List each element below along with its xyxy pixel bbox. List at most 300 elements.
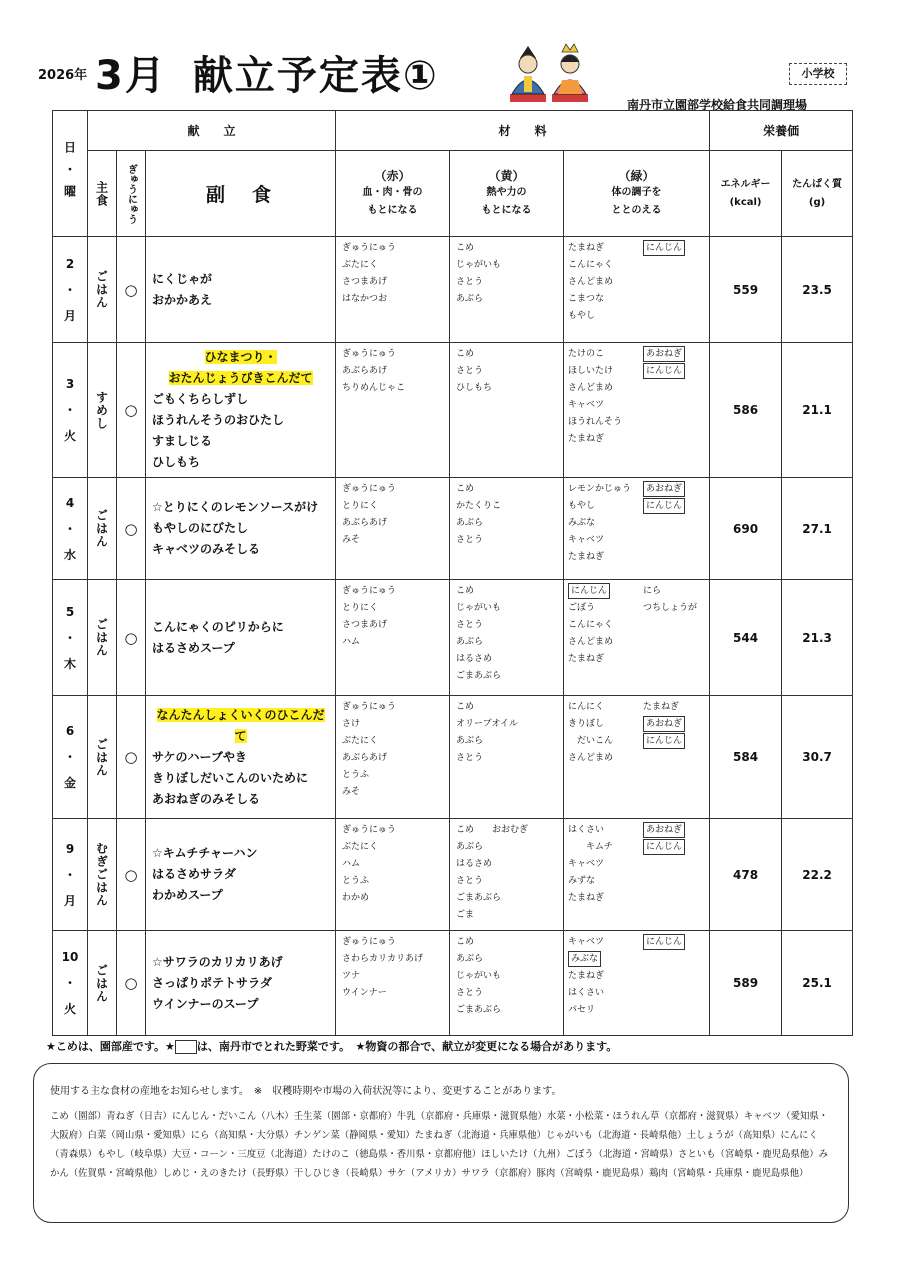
local-vegetable-tag: にんじん	[643, 839, 685, 855]
green-ingredient-row	[568, 822, 709, 839]
green-ingredient-text: ほしいたけ	[568, 366, 614, 376]
staple-cell	[88, 580, 117, 696]
milk-circle: ○	[124, 628, 138, 647]
red-ingredients-cell	[336, 237, 450, 343]
red-ingredient: とりにく	[342, 501, 379, 511]
side-dish-cell	[146, 580, 336, 696]
side-dish-item: キャベツのみそしる	[152, 542, 261, 556]
day-cell	[53, 580, 88, 696]
green-ingredient	[568, 481, 643, 498]
milk-circle: ○	[124, 748, 138, 766]
staple-text: ごはん	[94, 737, 109, 777]
green-ingredient-row	[568, 532, 709, 549]
yellow-ingredient: あぶら	[456, 954, 484, 964]
local-vegetable-tag: にんじん	[643, 363, 685, 379]
green-ingredient-text: ごぼう	[568, 603, 596, 613]
green-ingredient	[568, 498, 643, 515]
green-ingredient-row	[568, 985, 709, 1002]
header-day: 日・曜	[53, 111, 88, 237]
green-ingredient-row	[568, 856, 709, 873]
green-ingredient	[568, 257, 643, 274]
header-green: （緑） 体の調子を ととのえる	[564, 151, 710, 237]
staple-text: ごはん	[94, 618, 109, 657]
green-ingredient-row	[568, 968, 709, 985]
green-ingredient-text: こんにゃく	[568, 620, 613, 630]
red-ingredient: はなかつお	[342, 294, 388, 304]
milk-cell	[117, 580, 146, 696]
date-separator: ・	[63, 521, 76, 536]
green-ingredient-text: さんどまめ	[568, 383, 614, 393]
side-dish-item: ひしもち	[152, 455, 201, 469]
green-ingredient	[568, 651, 643, 668]
yellow-ingredient: ごまあぶら	[456, 893, 502, 903]
red-ingredient: ぎゅうにゅう	[342, 937, 396, 947]
milk-cell	[117, 343, 146, 478]
red-ingredient: さわらカリカリあげ	[342, 954, 423, 964]
green-ingredient	[643, 257, 703, 274]
green-ingredient-row	[568, 1002, 709, 1019]
yellow-ingredients-cell	[450, 478, 564, 580]
yellow-ingredient: さとう	[456, 876, 484, 886]
yellow-ingredient: さとう	[456, 620, 484, 630]
milk-cell	[117, 696, 146, 819]
yellow-ingredient: じゃがいも	[456, 971, 502, 981]
energy-value: 589	[710, 931, 782, 1036]
green-ingredient	[643, 651, 703, 668]
special-menu-text: おたんじょうびきこんだて	[168, 371, 313, 385]
green-ingredient-row	[568, 291, 709, 308]
green-ingredient-row	[568, 363, 709, 380]
date-number: 5	[65, 604, 75, 619]
green-ingredient	[568, 308, 643, 325]
milk-cell	[117, 237, 146, 343]
side-dish-cell	[146, 237, 336, 343]
yellow-ingredient: じゃがいも	[456, 603, 502, 613]
day-cell	[53, 819, 88, 931]
green-ingredient	[643, 414, 703, 431]
date-separator: ・	[63, 750, 76, 764]
yellow-ingredients-cell	[450, 343, 564, 478]
day-of-week: 金	[63, 776, 76, 790]
green-ingredient-text: キャベツ	[568, 937, 605, 947]
green-ingredient-text: こまつな	[568, 294, 605, 304]
green-ingredient-row	[568, 839, 709, 856]
header-staple: 主食	[88, 151, 117, 237]
green-ingredients-cell	[564, 819, 710, 931]
green-ingredients-cell	[564, 237, 710, 343]
green-ingredient-text: もやし	[568, 501, 596, 511]
date-number: 3	[65, 377, 75, 391]
red-ingredients-cell	[336, 478, 450, 580]
green-ingredient	[643, 532, 703, 549]
green-ingredient-row	[568, 346, 709, 363]
day-cell	[53, 237, 88, 343]
red-ingredient: ぎゅうにゅう	[342, 349, 396, 359]
side-dish-cell	[146, 478, 336, 580]
energy-value: 544	[710, 580, 782, 696]
side-dish-item: すましじる	[152, 434, 213, 448]
local-vegetable-tag: にんじん	[643, 934, 685, 950]
green-ingredient-row	[568, 498, 709, 515]
green-ingredient	[643, 839, 703, 856]
staple-text: ごはん	[94, 509, 109, 548]
table-row	[53, 343, 853, 478]
green-ingredient-row	[568, 699, 709, 716]
yellow-ingredient: こめ おおむぎ	[456, 825, 529, 835]
red-ingredient: さつまあげ	[342, 277, 388, 287]
year-label: 2026年	[38, 68, 88, 83]
green-ingredient	[568, 600, 643, 617]
day-of-week: 木	[63, 656, 76, 671]
red-ingredients-cell	[336, 931, 450, 1036]
special-menu-text: なんたんしょくいくのひこんだて	[156, 707, 325, 743]
green-ingredient-text: たまねぎ	[643, 702, 680, 712]
green-ingredient-row	[568, 515, 709, 532]
green-ingredient	[568, 716, 643, 733]
green-ingredient-text: たまねぎ	[568, 434, 605, 444]
green-ingredient	[643, 583, 703, 600]
day-of-week: 月	[63, 308, 76, 323]
red-ingredients-cell	[336, 819, 450, 931]
green-ingredient	[568, 839, 643, 856]
red-ingredients-cell	[336, 343, 450, 478]
protein-value: 30.7	[782, 696, 853, 819]
green-ingredient-row	[568, 600, 709, 617]
green-ingredient-text: もやし	[568, 311, 596, 321]
yellow-ingredient: ひしもち	[456, 383, 493, 393]
side-dish-cell	[146, 343, 336, 478]
green-ingredient	[643, 481, 703, 498]
header-ingredients: 材 料	[336, 111, 710, 151]
green-ingredient-text: はくさい	[568, 825, 605, 835]
green-ingredient	[643, 822, 703, 839]
yellow-ingredient: かたくりこ	[456, 501, 502, 511]
green-ingredient	[643, 617, 703, 634]
yellow-ingredient: こめ	[456, 702, 475, 712]
green-ingredient	[643, 1002, 703, 1019]
green-ingredient-text: レモンかじゅう	[568, 484, 632, 494]
energy-value: 559	[710, 237, 782, 343]
origin-notice-box	[33, 1063, 849, 1223]
green-ingredient	[568, 890, 643, 907]
day-cell	[53, 343, 88, 478]
menu-table	[52, 110, 853, 1036]
yellow-ingredient: さとう	[456, 988, 484, 998]
green-ingredient	[643, 750, 703, 767]
day-cell	[53, 931, 88, 1036]
protein-value: 23.5	[782, 237, 853, 343]
table-row	[53, 478, 853, 580]
side-dish-item: ☆とりにくのレモンソースがけ	[152, 500, 319, 514]
green-ingredient-row	[568, 481, 709, 498]
green-ingredient	[643, 291, 703, 308]
special-menu-highlight	[152, 368, 329, 389]
red-ingredients-cell	[336, 696, 450, 819]
green-ingredient-text: たまねぎ	[568, 893, 605, 903]
green-ingredient-text: こんにゃく	[568, 260, 613, 270]
green-ingredients-cell	[564, 580, 710, 696]
green-ingredient	[568, 380, 643, 397]
page-title	[95, 44, 439, 101]
red-ingredients-cell	[336, 580, 450, 696]
special-menu-highlight	[152, 705, 329, 747]
staple-text: すめし	[94, 390, 109, 430]
side-dish-item: さっぱりポテトサラダ	[152, 975, 272, 990]
yellow-ingredient: さとう	[456, 753, 484, 763]
green-ingredient-text: だいこん	[568, 736, 614, 746]
date-separator: ・	[63, 630, 76, 645]
red-ingredient: ぶたにく	[342, 260, 379, 270]
yellow-ingredient: はるさめ	[456, 859, 493, 869]
green-ingredient-row	[568, 934, 709, 951]
green-ingredient-text: はくさい	[568, 988, 605, 998]
staple-text: むぎごはん	[94, 842, 109, 907]
header-yellow: （黄） 熱や力の もとになる	[450, 151, 564, 237]
green-ingredient-row	[568, 583, 709, 600]
staple-cell	[88, 343, 117, 478]
green-ingredient-text: たまねぎ	[568, 552, 605, 562]
side-dish-item: ☆サワラのカリカリあげ	[152, 954, 283, 969]
side-dish-cell	[146, 696, 336, 819]
green-ingredient-text: さんどまめ	[568, 753, 614, 763]
side-dish-item: もやしのにびたし	[152, 521, 249, 535]
energy-value: 584	[710, 696, 782, 819]
green-ingredient-row	[568, 890, 709, 907]
local-vegetable-tag: みぶな	[568, 951, 601, 967]
green-ingredient-row	[568, 634, 709, 651]
green-ingredient	[643, 363, 703, 380]
yellow-ingredient: じゃがいも	[456, 260, 502, 270]
green-ingredient	[568, 873, 643, 890]
green-ingredient-row	[568, 750, 709, 767]
day-of-week: 水	[63, 547, 76, 562]
green-ingredient	[568, 397, 643, 414]
green-ingredient	[568, 733, 643, 750]
green-ingredient	[643, 985, 703, 1002]
green-ingredient	[643, 600, 703, 617]
green-ingredient	[643, 951, 703, 968]
red-ingredient: ぎゅうにゅう	[342, 825, 396, 835]
table-row	[53, 580, 853, 696]
yellow-ingredient: さとう	[456, 366, 484, 376]
green-ingredient	[568, 240, 643, 257]
green-ingredient	[643, 308, 703, 325]
red-ingredient: あぶらあげ	[342, 366, 388, 376]
green-ingredient	[568, 617, 643, 634]
date-separator: ・	[63, 282, 76, 297]
green-ingredient	[643, 346, 703, 363]
green-ingredient-row	[568, 617, 709, 634]
green-ingredient	[568, 634, 643, 651]
yellow-ingredient: こめ	[456, 484, 475, 494]
yellow-ingredient: あぶら	[456, 736, 484, 746]
red-ingredient: ちりめんじゃこ	[342, 383, 406, 393]
milk-circle: ○	[124, 974, 138, 992]
red-ingredient: あぶらあげ	[342, 518, 388, 528]
staple-cell	[88, 237, 117, 343]
red-ingredient: ぎゅうにゅう	[342, 586, 396, 596]
side-dish-item: はるさめスープ	[152, 640, 235, 655]
milk-cell	[117, 819, 146, 931]
green-ingredient-row	[568, 716, 709, 733]
yellow-ingredient: ごま	[456, 910, 475, 920]
green-ingredients-cell	[564, 696, 710, 819]
milk-circle: ○	[124, 519, 138, 538]
protein-value: 22.2	[782, 819, 853, 931]
green-ingredient	[568, 1002, 643, 1019]
special-menu-highlight	[152, 347, 329, 368]
local-vegetable-tag: にんじん	[643, 733, 685, 749]
green-ingredient-text: キムチ	[568, 842, 613, 852]
day-cell	[53, 478, 88, 580]
yellow-ingredient: あぶら	[456, 294, 484, 304]
green-ingredient-text: ほうれんそう	[568, 417, 623, 427]
side-dish-item: ウインナーのスープ	[152, 996, 259, 1011]
green-ingredient-row	[568, 873, 709, 890]
green-ingredient	[568, 414, 643, 431]
side-dish-item: わかめスープ	[152, 888, 223, 902]
organization-name: 南丹市立園部学校給食共同調理場	[627, 98, 808, 112]
origin-heading: 使用する主な食材の産地をお知らせします。 ※ 収穫時期や市場の入荷状況等により、変更することがあります。	[50, 1086, 562, 1097]
red-ingredient: あぶらあげ	[342, 753, 388, 763]
header-protein: たんぱく質 (g)	[782, 151, 853, 237]
green-ingredient	[643, 890, 703, 907]
green-ingredient	[568, 856, 643, 873]
green-ingredient	[643, 549, 703, 566]
date-separator: ・	[63, 867, 76, 882]
green-ingredient	[568, 583, 643, 600]
green-ingredient	[568, 699, 643, 716]
green-ingredient	[643, 380, 703, 397]
yellow-ingredient: さとう	[456, 277, 484, 287]
green-ingredient	[568, 346, 643, 363]
red-ingredient: ハム	[342, 637, 361, 647]
green-ingredient-text: つちしょうが	[643, 603, 698, 613]
yellow-ingredient: こめ	[456, 586, 475, 596]
day-of-week: 火	[63, 429, 76, 443]
yellow-ingredients-cell	[450, 580, 564, 696]
energy-value: 586	[710, 343, 782, 478]
date-number: 4	[65, 495, 75, 510]
green-ingredient-text: みずな	[568, 876, 596, 886]
yellow-ingredient: さとう	[456, 535, 484, 545]
staple-cell	[88, 696, 117, 819]
green-ingredient-row	[568, 240, 709, 257]
green-ingredient-row	[568, 414, 709, 431]
local-vegetable-tag: あおねぎ	[643, 481, 685, 497]
yellow-ingredients-cell	[450, 931, 564, 1036]
side-dish-item: ☆キムチチャーハン	[152, 846, 258, 860]
green-ingredient-text: パセリ	[568, 1005, 596, 1015]
green-ingredient-text: キャベツ	[568, 859, 605, 869]
green-ingredient-row	[568, 257, 709, 274]
special-menu-text: ひなまつり・	[204, 350, 277, 364]
red-ingredient: ハム	[342, 859, 361, 869]
footnote: ★こめは、園部産です。★ は、南丹市でとれた野菜です。 ★物資の都合で、献立が変更になる場合があります。	[46, 1040, 618, 1053]
green-ingredient	[643, 934, 703, 951]
yellow-ingredient: はるさめ	[456, 654, 493, 664]
green-ingredient-text: きりぼし	[568, 719, 605, 729]
green-ingredient-text: たけのこ	[568, 349, 605, 359]
local-vegetable-tag: あおねぎ	[643, 346, 685, 362]
yellow-ingredient: あぶら	[456, 637, 484, 647]
yellow-ingredient: ごまあぶら	[456, 671, 502, 681]
side-dish-cell	[146, 931, 336, 1036]
date-separator: ・	[63, 403, 76, 417]
green-ingredient	[568, 363, 643, 380]
side-dish-item: あおねぎのみそしる	[152, 791, 261, 806]
green-ingredient	[568, 274, 643, 291]
header-red: （赤） 血・肉・骨の もとになる	[336, 151, 450, 237]
protein-value: 25.1	[782, 931, 853, 1036]
protein-value: 27.1	[782, 478, 853, 580]
green-ingredient-text: たまねぎ	[568, 971, 605, 981]
green-ingredient-text: にんにく	[568, 702, 605, 712]
staple-cell	[88, 931, 117, 1036]
green-ingredient	[643, 716, 703, 733]
green-ingredient	[643, 968, 703, 985]
red-ingredient: ぎゅうにゅう	[342, 702, 396, 712]
green-ingredient	[568, 532, 643, 549]
title-main: 献立予定表①	[192, 53, 439, 99]
green-ingredients-cell	[564, 343, 710, 478]
green-ingredient-row	[568, 951, 709, 968]
yellow-ingredients-cell	[450, 696, 564, 819]
header-menu: 献 立	[88, 111, 336, 151]
green-ingredient	[568, 750, 643, 767]
staple-text: ごはん	[94, 963, 109, 1003]
title-month: 3月	[95, 53, 167, 99]
green-ingredient	[568, 291, 643, 308]
milk-circle: ○	[124, 401, 138, 419]
protein-value: 21.1	[782, 343, 853, 478]
green-ingredient-text: キャベツ	[568, 400, 605, 410]
hina-dolls-illustration	[500, 36, 596, 106]
green-ingredient	[568, 549, 643, 566]
green-ingredient	[568, 951, 643, 968]
header-nutrition: 栄養価	[710, 111, 853, 151]
yellow-ingredient: ごまあぶら	[456, 1005, 502, 1015]
yellow-ingredient: あぶら	[456, 518, 484, 528]
green-ingredient	[643, 431, 703, 448]
origin-text: こめ（園部）青ねぎ（日吉）にんじん・だいこん（八木）壬生菜（園部・京都府）牛乳（京都府・兵庫県・滋賀県他）水菜・小松菜・ほうれん草（京都府・滋賀県）キャベツ（愛知県・大阪府）白菜（岡山県・愛知県）にら（高知県・大分県）チンゲン菜（静岡県・愛知）たまねぎ（北海道・兵庫県他）じゃがいも（北海道・長崎県他）土しょうが（高知県）にんにく（青森県）もやし（岐阜県）大豆・コーン・三度豆（北海道）たけのこ（徳島県・香川県・京都府他）ほしいたけ（九州）ごぼう（北海道・宮崎県）さといも（宮崎県・鹿児島県他）みかん（佐賀県・宮崎県他）しめじ・えのきたけ（長野県）干しひじき（長崎県）サケ（アメリカ）サワラ（京都府）豚肉（宮崎県・鹿児島県）鶏肉（宮崎県・兵庫県・鹿児島県他）	[50, 1111, 829, 1179]
milk-circle: ○	[124, 865, 138, 884]
red-ingredient: わかめ	[342, 893, 370, 903]
yellow-ingredient: あぶら	[456, 842, 484, 852]
date-number: 9	[65, 841, 75, 856]
milk-cell	[117, 478, 146, 580]
red-ingredient: ツナ	[342, 971, 361, 981]
green-ingredient	[568, 934, 643, 951]
green-ingredient-text: みぶな	[568, 518, 596, 528]
green-ingredient-row	[568, 549, 709, 566]
green-ingredient-text: たまねぎ	[568, 243, 605, 253]
side-dish-item: きりぼしだいこんのいために	[152, 770, 309, 785]
side-dish-item: サケのハーブやき	[152, 749, 247, 764]
green-ingredient	[643, 274, 703, 291]
date-number: 6	[65, 724, 75, 738]
green-ingredient	[643, 873, 703, 890]
green-ingredients-cell	[564, 478, 710, 580]
green-ingredient	[643, 699, 703, 716]
header-side: 副 食	[146, 151, 336, 237]
side-dish-cell	[146, 819, 336, 931]
local-vegetable-tag: あおねぎ	[643, 822, 685, 838]
day-of-week: 月	[63, 893, 76, 908]
local-vegetable-tag: にんじん	[643, 240, 685, 256]
red-ingredient: さけ	[342, 719, 361, 729]
yellow-ingredient: こめ	[456, 243, 475, 253]
